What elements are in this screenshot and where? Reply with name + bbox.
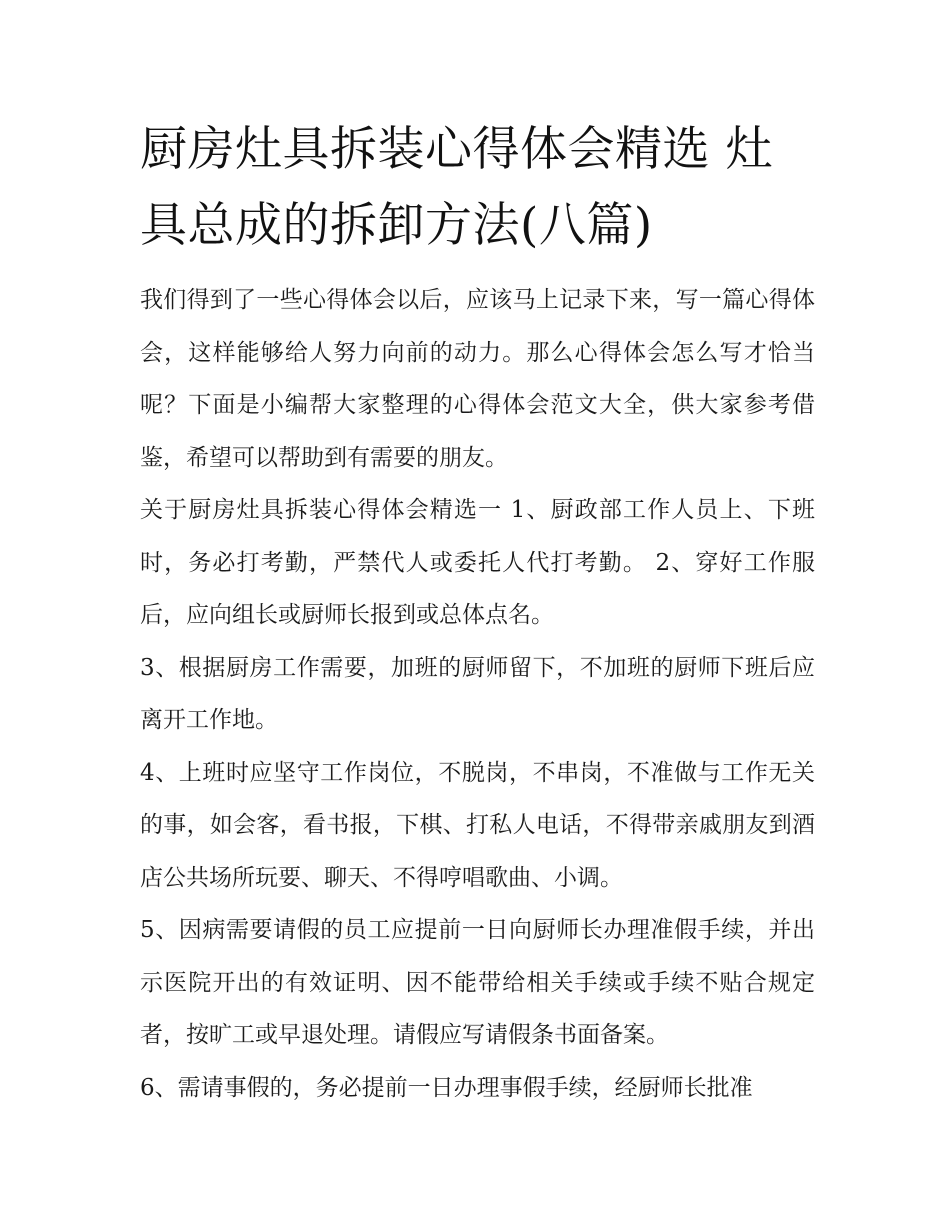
paragraph-item-3: 3、根据厨房工作需要，加班的厨师留下，不加班的厨师下班后应离开工作地。 [140,654,815,733]
paragraph-item-4: 4、上班时应坚守工作岗位，不脱岗，不串岗，不准做与工作无关的事，如会客，看书报，下棋、打私人电话，不得带亲戚朋友到酒店公共场所玩要、聊天、不得哼唱歌曲、小调。 [140,759,815,891]
document-page [140,112,815,1114]
paragraph-intro: 我们得到了一些心得体会以后，应该马上记录下来，写一篇心得体会，这样能够给人努力向前的动力。那么心得体会怎么写才恰当呢？下面是小编帮大家整理的心得体会范文大全，供大家参考借鉴，希望可以帮助到有需要的朋友。 [140,287,815,471]
paragraph-item-5: 5、因病需要请假的员工应提前一日向厨师长办理准假手续，并出示医院开出的有效证明、因不能带给相关手续或手续不贴合规定者，按旷工或早退处理。请假应写请假条书面备案。 [140,917,815,1048]
document-title: 厨房灶具拆装心得体会精选 灶具总成的拆卸方法(八篇) [140,122,773,253]
document-body [140,274,815,1114]
paragraph-item-1-2: 关于厨房灶具拆装心得体会精选一 1、厨政部工作人员上、下班时，务必打考勤，严禁代人或委托人代打考勤。 2、穿好工作服后，应向组长或厨师长报到或总体点名。 [140,497,815,628]
paragraph-item-6: 6、需请事假的，务必提前一日办理事假手续，经厨师长批准 [140,1074,753,1101]
